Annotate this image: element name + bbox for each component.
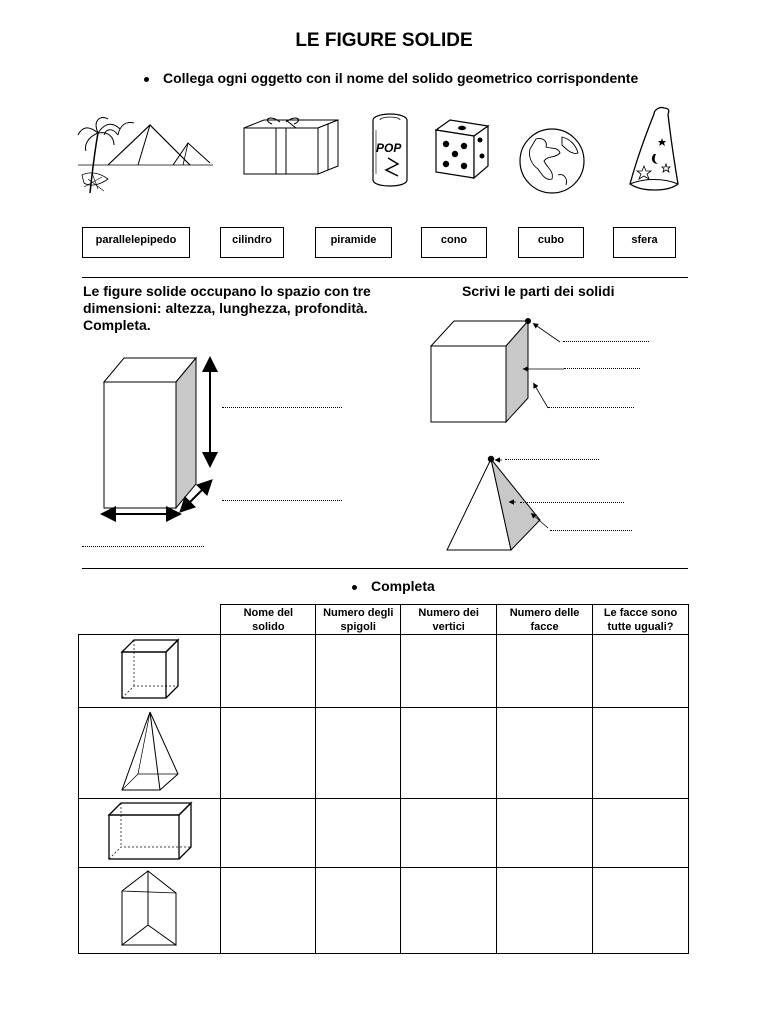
answer-line[interactable] — [548, 407, 634, 408]
answer-line[interactable] — [222, 407, 342, 408]
dimensions-instruction — [83, 283, 403, 334]
prism-rectangular-icon — [79, 799, 221, 868]
table-input-cell[interactable] — [497, 868, 593, 954]
table-input-cell[interactable] — [221, 868, 316, 954]
instruction-match — [144, 70, 638, 86]
gift-box-icon — [240, 118, 340, 183]
dimensions-line: Le figure solide occupano lo spazio con tre — [83, 283, 371, 299]
table-header-cell: Numero dei vertici — [401, 605, 497, 635]
table-header-cell: Numero delle facce — [497, 605, 593, 635]
bullet-icon — [352, 585, 357, 590]
solid-name-box[interactable] — [220, 227, 284, 258]
table-input-cell[interactable] — [221, 799, 316, 868]
rectangular-prism-dimensions-diagram — [94, 352, 224, 527]
dice-icon — [432, 118, 492, 187]
table-input-cell[interactable] — [497, 708, 593, 799]
table-input-cell[interactable] — [401, 868, 497, 954]
pyramid-icon — [79, 708, 221, 799]
table-input-cell[interactable] — [316, 799, 401, 868]
answer-line[interactable] — [563, 341, 649, 342]
table-input-cell[interactable] — [593, 868, 689, 954]
divider — [82, 568, 688, 569]
table-row — [79, 868, 689, 954]
dimensions-line: dimensioni: altezza, lunghezza, profondità. — [83, 300, 368, 316]
table-input-cell[interactable] — [497, 799, 593, 868]
instruction-complete-text: Completa — [371, 578, 435, 594]
solid-name-box[interactable] — [613, 227, 676, 258]
solid-name-label: cono — [440, 234, 468, 246]
table-input-cell[interactable] — [401, 635, 497, 708]
pyramid-parts-diagram — [444, 452, 564, 559]
globe-icon — [518, 125, 588, 202]
table-input-cell[interactable] — [316, 708, 401, 799]
solid-name-box[interactable] — [82, 227, 190, 258]
answer-line[interactable] — [520, 502, 624, 503]
table-header-cell: Numero degli spigoli — [316, 605, 401, 635]
cube-icon — [79, 635, 221, 708]
answer-line[interactable] — [564, 368, 640, 369]
soda-can-icon — [368, 112, 413, 195]
solid-name-label: cubo — [537, 234, 565, 246]
table-input-cell[interactable] — [401, 708, 497, 799]
pyramids-icon — [78, 115, 213, 200]
table-row — [79, 635, 689, 708]
solid-name-label: sfera — [631, 234, 658, 246]
table-input-cell[interactable] — [316, 868, 401, 954]
instruction-match-text: Collega ogni oggetto con il nome del solido geometrico corrispondente — [163, 70, 639, 86]
solid-name-box[interactable] — [421, 227, 487, 258]
table-input-cell[interactable] — [221, 708, 316, 799]
page-title: LE FIGURE SOLIDE — [295, 30, 473, 51]
table-header-cell: Le facce sono tutte uguali? — [593, 605, 689, 635]
table-input-cell[interactable] — [593, 799, 689, 868]
table-header-cell: Nome del solido — [221, 605, 316, 635]
table-row — [79, 799, 689, 868]
answer-line[interactable] — [82, 546, 204, 547]
dimensions-line: Completa. — [83, 317, 151, 333]
solid-name-label: piramide — [330, 234, 377, 246]
solid-name-box[interactable] — [518, 227, 584, 258]
solid-name-box[interactable] — [315, 227, 392, 258]
answer-line[interactable] — [222, 500, 342, 501]
wizard-hat-icon — [624, 104, 680, 199]
table-corner-cell — [79, 605, 221, 635]
table-input-cell[interactable] — [497, 635, 593, 708]
solid-name-label: parallelepipedo — [95, 234, 177, 246]
table-row — [79, 708, 689, 799]
parts-heading: Scrivi le parti dei solidi — [462, 283, 615, 299]
table-input-cell[interactable] — [593, 635, 689, 708]
table-input-cell[interactable] — [593, 708, 689, 799]
solids-table — [78, 604, 689, 954]
triangular-prism-icon — [79, 868, 221, 954]
bullet-icon — [144, 77, 149, 82]
answer-line[interactable] — [550, 530, 632, 531]
solid-name-label: cilindro — [232, 234, 272, 246]
divider — [82, 277, 688, 278]
answer-line[interactable] — [505, 459, 599, 460]
cube-parts-diagram — [428, 316, 558, 433]
table-input-cell[interactable] — [401, 799, 497, 868]
instruction-complete — [352, 578, 435, 594]
table-header-row — [79, 605, 689, 635]
table-input-cell[interactable] — [316, 635, 401, 708]
table-input-cell[interactable] — [221, 635, 316, 708]
can-label: POP — [376, 141, 402, 155]
